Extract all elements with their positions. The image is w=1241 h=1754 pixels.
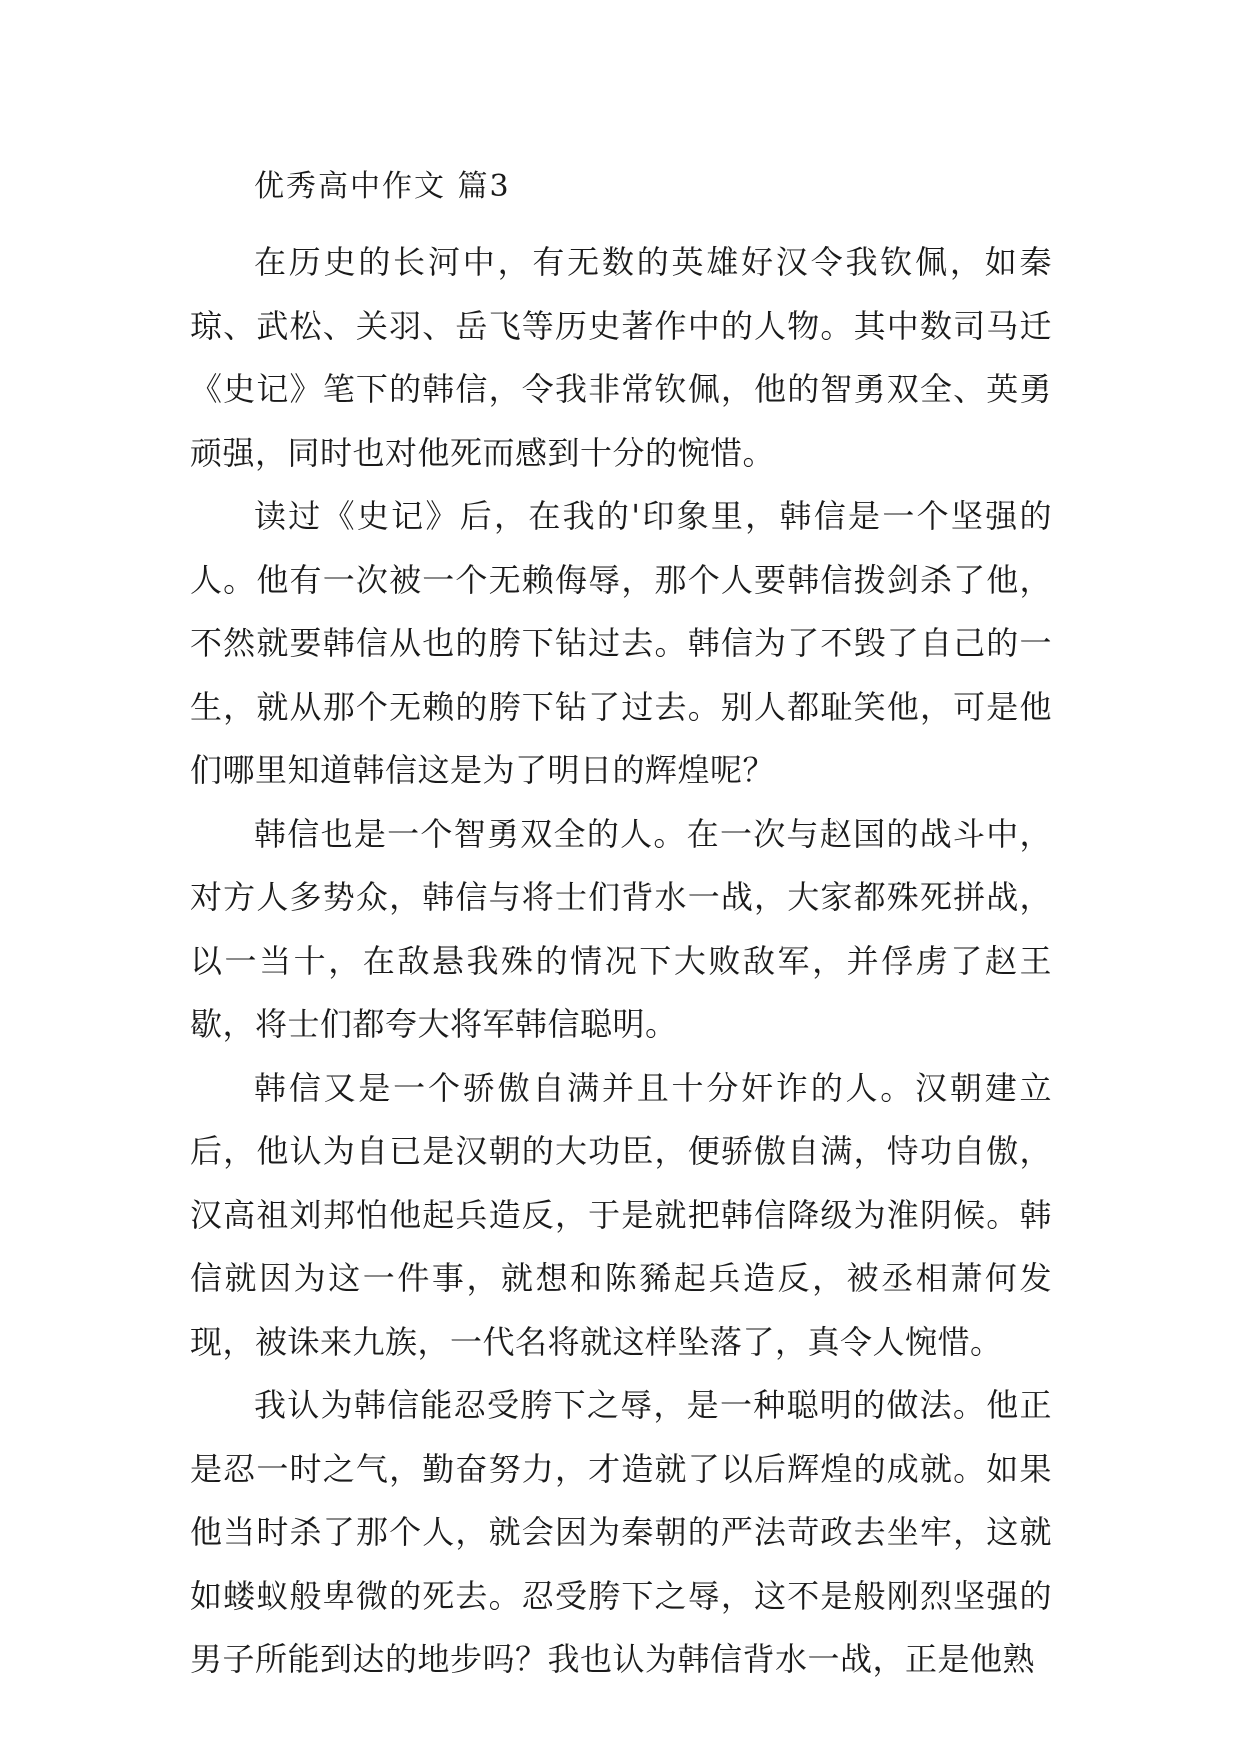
- paragraph-4: 韩信又是一个骄傲自满并且十分奸诈的人。汉朝建立后，他认为自已是汉朝的大功臣，便骄傲自满，恃功自傲，汉高祖刘邦怕他起兵造反，于是就把韩信降级为淮阴候。韩信就因为这一件事，就想和陈豨起兵造反，被丞相萧何发现，被诛来九族，一代名将就这样坠落了，真令人惋惜。: [190, 1068, 1052, 1361]
- paragraph-3: 韩信也是一个智勇双全的人。在一次与赵国的战斗中，对方人多势众，韩信与将士们背水一战，大家都殊死拼战，以一当十，在敌悬我殊的情况下大败敌军，并俘虏了赵王歇，将士们都夸大将军韩信聪明。: [190, 814, 1052, 1043]
- essay-heading: 优秀高中作文 篇3: [254, 169, 511, 204]
- paragraph-2: 读过《史记》后，在我的'印象里，韩信是一个坚强的人。他有一次被一个无赖侮辱，那个人要韩信拨剑杀了他，不然就要韩信从也的胯下钻过去。韩信为了不毁了自己的一生，就从那个无赖的胯下钻了过去。别人都耻笑他，可是他们哪里知道韩信这是为了明日的辉煌呢？: [190, 497, 1052, 789]
- paragraph-5: 我认为韩信能忍受胯下之辱，是一种聪明的做法。他正是忍一时之气，勤奋努力，才造就了以后辉煌的成就。如果他当时杀了那个人，就会因为秦朝的严法苛政去坐牢，这就如蝼蚁般卑微的死去。忍受胯下之辱，这不是般刚烈坚强的男子所能到达的地步吗？我也认为韩信背水一战，正是他熟: [190, 1386, 1052, 1678]
- document-page: [190, 165, 1052, 1692]
- paragraph-1: 在历史的长河中，有无数的英雄好汉令我钦佩，如秦琼、武松、关羽、岳飞等历史著作中的人物。其中数司马迁《史记》笔下的韩信，令我非常钦佩，他的智勇双全、英勇顽强，同时也对他死而感到十分的惋惜。: [190, 243, 1052, 472]
